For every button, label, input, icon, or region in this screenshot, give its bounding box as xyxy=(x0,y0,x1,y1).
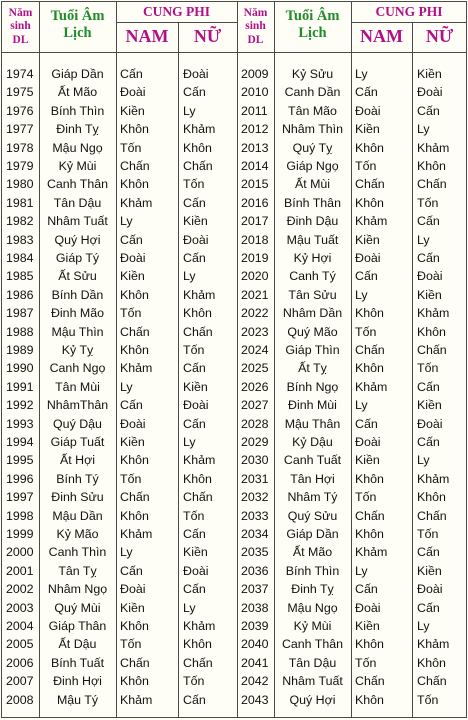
male-cung-cell: Ly xyxy=(355,563,368,578)
female-cung-cell: Đoài xyxy=(417,416,443,431)
lunar-age-cell: Nhâm Ngọ xyxy=(47,582,108,597)
female-cung-cell: Chấn xyxy=(417,674,447,689)
female-cung-cell: Tốn xyxy=(417,361,439,376)
year-header: Năm sinh DL xyxy=(243,7,268,46)
year-cell: 1992 xyxy=(6,398,34,413)
lunar-age-cell: Tân Tỵ xyxy=(58,563,97,578)
female-cung-cell: Khôn xyxy=(417,159,446,173)
lunar-age-cell: Bính Thân xyxy=(284,195,341,210)
year-cell: 2030 xyxy=(241,453,269,468)
female-cung-cell: Khảm xyxy=(183,122,216,137)
male-cung-cell: Cấn xyxy=(120,398,143,413)
female-cung-cell: Chấn xyxy=(183,655,213,670)
year-cell: 2007 xyxy=(6,674,34,689)
male-cung-cell: Cấn xyxy=(120,563,143,578)
female-cung-cell: Kiền xyxy=(183,214,208,229)
female-cung-cell: Kiền xyxy=(183,379,208,394)
female-cung-cell: Cấn xyxy=(417,600,440,615)
male-cung-cell: Khôn xyxy=(120,453,149,468)
column-divider xyxy=(116,2,117,717)
female-cung-cell: Kiền xyxy=(417,398,442,413)
lunar-age-cell: Canh Thìn xyxy=(48,545,107,560)
male-cung-cell: Khôn xyxy=(120,177,149,192)
male-cung-cell: Khôn xyxy=(120,508,149,523)
male-header: NAM xyxy=(360,26,403,46)
male-cung-cell: Khảm xyxy=(120,195,153,210)
female-cung-cell: Ly xyxy=(417,453,430,468)
female-cung-cell: Ly xyxy=(417,619,430,633)
male-cung-cell: Khảm xyxy=(120,692,153,707)
lunar-age-cell: Mậu Thìn xyxy=(51,324,104,339)
female-header: NỮ xyxy=(193,26,222,46)
cung-phi-table xyxy=(1,1,467,718)
female-cung-cell: Cấn xyxy=(183,582,206,597)
male-header: NAM xyxy=(125,26,169,46)
female-cung-cell: Tốn xyxy=(183,343,205,357)
male-cung-cell: Khảm xyxy=(355,379,388,394)
male-cung-cell: Khôn xyxy=(120,122,149,137)
male-cung-cell: Khôn xyxy=(120,287,149,302)
female-cung-cell: Đoài xyxy=(417,582,443,597)
year-cell: 2024 xyxy=(241,343,269,357)
lunar-age-cell: Giáp Tuất xyxy=(50,435,105,449)
lunar-age-cell: Giáp Thìn xyxy=(285,343,340,357)
year-cell: 2020 xyxy=(241,269,269,284)
female-cung-cell: Tốn xyxy=(417,527,439,541)
female-cung-cell: Cấn xyxy=(417,545,440,560)
lunar-age-cell: Mậu Ngọ xyxy=(287,600,338,615)
year-cell: 2022 xyxy=(241,306,269,321)
lunar-age-cell: Quý Tỵ xyxy=(292,140,333,155)
lunar-age-cell: Bính Thìn xyxy=(285,563,340,578)
lunar-age-cell: Mậu Ngọ xyxy=(52,140,103,155)
lunar-age-header: Tuổi Âm Lịch xyxy=(285,8,340,41)
year-cell: 2014 xyxy=(241,159,269,173)
male-cung-cell: Kiền xyxy=(120,435,145,449)
male-cung-cell: Đoài xyxy=(120,251,146,265)
year-cell: 2008 xyxy=(6,692,34,707)
female-cung-cell: Khảm xyxy=(417,471,450,486)
female-cung-cell: Khôn xyxy=(183,637,212,652)
male-cung-cell: Tốn xyxy=(355,159,377,173)
year-cell: 2033 xyxy=(241,508,269,523)
female-cung-cell: Tốn xyxy=(183,674,205,689)
male-cung-cell: Khôn xyxy=(120,343,149,357)
female-cung-cell: Khôn xyxy=(417,655,446,670)
female-cung-cell: Khảm xyxy=(183,287,216,302)
male-cung-cell: Tốn xyxy=(120,306,142,321)
lunar-age-cell: Mậu Tý xyxy=(56,692,99,707)
male-cung-cell: Khôn xyxy=(355,471,384,486)
year-header: Năm sinh DL xyxy=(8,7,33,46)
female-cung-cell: Chấn xyxy=(417,508,447,523)
male-cung-cell: Chấn xyxy=(355,177,385,192)
year-cell: 2018 xyxy=(241,232,269,247)
male-cung-cell: Khảm xyxy=(120,527,153,541)
male-cung-cell: Ly xyxy=(355,287,368,302)
year-cell: 1987 xyxy=(6,306,34,321)
male-cung-cell: Khôn xyxy=(120,674,149,689)
lunar-age-cell: Nhâm Thìn xyxy=(281,122,344,137)
male-cung-cell: Khôn xyxy=(355,527,384,541)
year-cell: 1975 xyxy=(6,85,34,100)
male-cung-cell: Cấn xyxy=(120,232,143,247)
male-cung-cell: Tốn xyxy=(120,637,142,652)
female-cung-cell: Ly xyxy=(183,435,196,449)
year-cell: 1999 xyxy=(6,527,34,541)
male-cung-cell: Chấn xyxy=(120,490,150,505)
year-cell: 2023 xyxy=(241,324,269,339)
male-cung-cell: Ly xyxy=(120,214,133,229)
female-cung-cell: Tốn xyxy=(183,508,205,523)
year-cell: 1989 xyxy=(6,343,34,357)
male-cung-cell: Cấn xyxy=(355,85,378,100)
male-cung-cell: Ly xyxy=(120,545,133,560)
lunar-age-cell: Kỷ Tỵ xyxy=(61,343,94,357)
year-cell: 2038 xyxy=(241,600,269,615)
lunar-age-cell: Tân Mão xyxy=(288,103,337,118)
lunar-age-cell: Canh Tý xyxy=(289,269,336,284)
lunar-age-header: Tuổi Âm Lịch xyxy=(50,8,105,41)
year-cell: 2040 xyxy=(241,637,269,652)
female-cung-cell: Ly xyxy=(417,232,430,247)
lunar-age-cell: Nhâm Tuất xyxy=(47,214,108,229)
year-cell: 2021 xyxy=(241,287,269,302)
year-cell: 2037 xyxy=(241,582,269,597)
female-cung-cell: Kiền xyxy=(417,67,442,81)
female-cung-cell: Cấn xyxy=(417,103,440,118)
female-cung-cell: Cấn xyxy=(417,435,440,449)
male-cung-cell: Ly xyxy=(120,379,133,394)
male-cung-cell: Khôn xyxy=(355,195,384,210)
lunar-age-cell: Bính Thìn xyxy=(50,103,105,118)
year-cell: 1978 xyxy=(6,140,34,155)
lunar-age-cell: Kỷ Mùi xyxy=(293,619,332,633)
male-cung-cell: Cấn xyxy=(120,67,143,81)
year-cell: 2027 xyxy=(241,398,269,413)
year-cell: 1995 xyxy=(6,453,34,468)
female-cung-cell: Đoài xyxy=(183,398,209,413)
female-cung-cell: Khôn xyxy=(417,324,446,339)
year-cell: 2000 xyxy=(6,545,34,560)
female-cung-cell: Khôn xyxy=(417,490,446,505)
lunar-age-cell: Tân Hợi xyxy=(290,471,335,486)
female-cung-cell: Ly xyxy=(183,103,196,118)
female-cung-cell: Tốn xyxy=(417,195,439,210)
year-cell: 2036 xyxy=(241,563,269,578)
male-cung-cell: Khôn xyxy=(355,361,384,376)
year-cell: 2028 xyxy=(241,416,269,431)
female-cung-cell: Khôn xyxy=(183,471,212,486)
male-cung-cell: Kiền xyxy=(355,453,380,468)
female-cung-cell: Kiền xyxy=(417,563,442,578)
lunar-age-cell: Đinh Hợi xyxy=(53,674,102,689)
lunar-age-cell: Tân Sửu xyxy=(288,287,337,302)
lunar-age-cell: Giáp Tý xyxy=(55,251,100,265)
year-cell: 1997 xyxy=(6,490,34,505)
year-cell: 2011 xyxy=(241,103,268,118)
year-cell: 2015 xyxy=(241,177,269,192)
female-cung-cell: Đoài xyxy=(183,67,209,81)
female-cung-cell: Khôn xyxy=(183,140,212,155)
lunar-age-cell: Mậu Tuất xyxy=(286,232,339,247)
year-cell: 2003 xyxy=(6,600,34,615)
male-cung-cell: Khảm xyxy=(355,214,388,229)
year-cell: 1983 xyxy=(6,232,34,247)
lunar-age-cell: Kỷ Mão xyxy=(56,527,99,541)
lunar-age-cell: Bính Dần xyxy=(51,287,104,302)
female-cung-cell: Đoài xyxy=(183,563,209,578)
lunar-age-cell: Canh Thân xyxy=(281,637,344,652)
female-cung-cell: Cấn xyxy=(183,692,206,707)
column-divider xyxy=(237,2,238,717)
male-cung-cell: Chấn xyxy=(120,655,150,670)
year-cell: 2013 xyxy=(241,140,269,155)
male-cung-cell: Chấn xyxy=(355,343,385,357)
female-cung-cell: Khảm xyxy=(417,637,450,652)
male-cung-cell: Tốn xyxy=(355,655,377,670)
male-cung-cell: Tốn xyxy=(120,471,142,486)
female-cung-cell: Cấn xyxy=(183,361,206,376)
male-cung-cell: Khôn xyxy=(355,692,384,707)
lunar-age-cell: Giáp Dần xyxy=(286,527,339,541)
male-cung-cell: Đoài xyxy=(120,582,146,597)
female-cung-cell: Chấn xyxy=(183,159,213,173)
lunar-age-cell: Đinh Dậu xyxy=(286,214,339,229)
female-cung-cell: Đoài xyxy=(417,85,443,100)
lunar-age-cell: NhâmThân xyxy=(46,398,109,413)
lunar-age-cell: Canh Tuất xyxy=(283,453,342,468)
lunar-age-cell: Ất Mùi xyxy=(294,177,331,192)
female-cung-cell: Cấn xyxy=(183,195,206,210)
lunar-age-cell: Ất Tỵ xyxy=(298,361,327,376)
year-cell: 2019 xyxy=(241,251,269,265)
female-cung-cell: Cấn xyxy=(183,416,206,431)
year-cell: 2031 xyxy=(241,471,269,486)
lunar-age-cell: Giáp Ngọ xyxy=(286,159,339,173)
lunar-age-cell: Đinh Mùi xyxy=(288,398,337,413)
male-cung-cell: Kiền xyxy=(355,232,380,247)
year-cell: 2043 xyxy=(241,692,269,707)
lunar-age-cell: Nhâm Tý xyxy=(287,490,338,505)
lunar-age-cell: Bính Ngọ xyxy=(286,379,339,394)
male-cung-cell: Ly xyxy=(355,67,368,81)
year-cell: 2017 xyxy=(241,214,269,229)
lunar-age-cell: Giáp Dần xyxy=(51,67,104,81)
female-cung-cell: Tốn xyxy=(417,692,439,707)
year-cell: 1977 xyxy=(6,122,34,137)
header-bottom-line xyxy=(2,52,466,53)
female-cung-cell: Cấn xyxy=(183,527,206,541)
male-cung-cell: Tốn xyxy=(120,140,142,155)
lunar-age-cell: Bính Tuất xyxy=(50,655,105,670)
male-cung-cell: Tốn xyxy=(355,324,377,339)
year-cell: 2029 xyxy=(241,435,269,449)
lunar-age-cell: Quý Hợi xyxy=(54,232,101,247)
male-cung-cell: Cấn xyxy=(355,582,378,597)
female-cung-cell: Tốn xyxy=(183,177,205,192)
male-cung-cell: Khảm xyxy=(120,361,153,376)
lunar-age-cell: Ất Mão xyxy=(292,545,333,560)
lunar-age-cell: Quý Sửu xyxy=(287,508,338,523)
lunar-age-cell: Ất Mão xyxy=(57,85,98,100)
male-cung-cell: Cấn xyxy=(355,416,378,431)
year-cell: 2035 xyxy=(241,545,269,560)
female-cung-cell: Cấn xyxy=(183,85,206,100)
header-divider xyxy=(116,22,237,23)
lunar-age-cell: Ất Sửu xyxy=(58,269,97,284)
female-cung-cell: Khôn xyxy=(183,306,212,321)
male-cung-cell: Khảm xyxy=(355,545,388,560)
year-cell: 2034 xyxy=(241,527,269,541)
lunar-age-cell: Quý Hợi xyxy=(289,692,336,707)
year-cell: 2009 xyxy=(241,67,269,81)
lunar-age-cell: Tân Dậu xyxy=(53,195,102,210)
male-cung-cell: Tốn xyxy=(355,490,377,505)
year-cell: 2041 xyxy=(241,655,269,670)
male-cung-cell: Ly xyxy=(355,398,368,413)
year-cell: 2025 xyxy=(241,361,269,376)
female-cung-cell: Kiền xyxy=(417,287,442,302)
female-cung-cell: Cấn xyxy=(183,251,206,265)
year-cell: 1998 xyxy=(6,508,34,523)
lunar-age-cell: Quý Mão xyxy=(287,324,338,339)
lunar-age-cell: Kỷ Hợi xyxy=(293,251,332,265)
year-cell: 1993 xyxy=(6,416,34,431)
female-header: NỮ xyxy=(425,26,454,46)
year-cell: 2012 xyxy=(241,122,269,137)
female-cung-cell: Khảm xyxy=(417,140,450,155)
year-cell: 1980 xyxy=(6,177,34,192)
lunar-age-cell: Mậu Dần xyxy=(52,508,103,523)
year-cell: 2032 xyxy=(241,490,269,505)
female-cung-cell: Đoài xyxy=(183,232,209,247)
year-cell: 1985 xyxy=(6,269,34,284)
lunar-age-cell: Canh Ngọ xyxy=(49,361,106,376)
lunar-age-cell: Nhâm Dần xyxy=(282,306,343,321)
year-cell: 1994 xyxy=(6,435,34,449)
cung-phi-header: CUNG PHI xyxy=(375,4,443,19)
female-cung-cell: Ly xyxy=(183,269,196,284)
column-divider xyxy=(351,2,352,717)
male-cung-cell: Kiền xyxy=(120,103,145,118)
lunar-age-cell: Ất Hợi xyxy=(60,453,95,468)
lunar-age-cell: Kỷ Dậu xyxy=(292,435,333,449)
lunar-age-cell: Đinh Sửu xyxy=(51,490,104,505)
year-cell: 1986 xyxy=(6,287,34,302)
column-divider xyxy=(178,22,179,717)
lunar-age-cell: Đinh Tỵ xyxy=(291,582,334,597)
cung-phi-header: CUNG PHI xyxy=(142,4,211,19)
year-cell: 1974 xyxy=(6,67,34,81)
year-cell: 2026 xyxy=(241,379,269,394)
female-cung-cell: Cấn xyxy=(417,214,440,229)
female-cung-cell: Cấn xyxy=(417,379,440,394)
male-cung-cell: Chấn xyxy=(355,674,385,689)
lunar-age-cell: Bính Tý xyxy=(56,471,99,486)
year-cell: 1988 xyxy=(6,324,34,339)
lunar-age-cell: Đinh Mão xyxy=(50,306,105,321)
female-cung-cell: Đoài xyxy=(417,269,443,284)
female-cung-cell: Chấn xyxy=(417,177,447,192)
female-cung-cell: Chấn xyxy=(183,324,213,339)
lunar-age-cell: Giáp Thân xyxy=(48,619,107,633)
year-cell: 2002 xyxy=(6,582,34,597)
year-cell: 1990 xyxy=(6,361,34,376)
lunar-age-cell: Quý Dậu xyxy=(53,416,102,431)
year-cell: 2005 xyxy=(6,637,34,652)
female-cung-cell: Ly xyxy=(183,600,196,615)
female-cung-cell: Cấn xyxy=(417,251,440,265)
lunar-age-cell: Canh Dần xyxy=(284,85,341,100)
year-cell: 1982 xyxy=(6,214,34,229)
male-cung-cell: Đoài xyxy=(355,600,381,615)
year-cell: 2039 xyxy=(241,619,269,633)
male-cung-cell: Khôn xyxy=(355,306,384,321)
year-cell: 2042 xyxy=(241,674,269,689)
male-cung-cell: Kiền xyxy=(355,122,380,137)
female-cung-cell: Chấn xyxy=(183,490,213,505)
female-cung-cell: Ly xyxy=(417,122,430,137)
year-cell: 1996 xyxy=(6,471,34,486)
lunar-age-cell: Mậu Thân xyxy=(284,416,341,431)
male-cung-cell: Kiền xyxy=(355,619,380,633)
lunar-age-cell: Nhâm Tuất xyxy=(282,674,343,689)
lunar-age-cell: Tân Dậu xyxy=(288,655,337,670)
year-cell: 1984 xyxy=(6,251,34,265)
year-cell: 1991 xyxy=(6,379,34,394)
male-cung-cell: Khôn xyxy=(120,619,149,633)
male-cung-cell: Đoài xyxy=(120,85,146,100)
lunar-age-cell: Kỷ Mùi xyxy=(58,159,97,173)
year-cell: 1976 xyxy=(6,103,34,118)
female-cung-cell: Khảm xyxy=(183,453,216,468)
year-cell: 1981 xyxy=(6,195,34,210)
year-cell: 2010 xyxy=(241,85,269,100)
year-cell: 2001 xyxy=(6,563,34,578)
female-cung-cell: Khảm xyxy=(183,619,216,633)
male-cung-cell: Đoài xyxy=(355,103,381,118)
male-cung-cell: Đoài xyxy=(355,251,381,265)
year-cell: 2004 xyxy=(6,619,34,633)
lunar-age-cell: Ất Dậu xyxy=(58,637,97,652)
male-cung-cell: Khôn xyxy=(355,637,384,652)
header-divider xyxy=(351,22,467,23)
lunar-age-cell: Đinh Tỵ xyxy=(56,122,99,137)
male-cung-cell: Đoài xyxy=(120,416,146,431)
lunar-age-cell: Quý Mùi xyxy=(54,600,101,615)
year-cell: 1979 xyxy=(6,159,34,173)
column-divider xyxy=(412,22,413,717)
female-cung-cell: Khảm xyxy=(417,306,450,321)
male-cung-cell: Khôn xyxy=(355,140,384,155)
male-cung-cell: Kiền xyxy=(120,600,145,615)
lunar-age-cell: Tân Mùi xyxy=(55,379,100,394)
male-cung-cell: Cấn xyxy=(355,269,378,284)
female-cung-cell: Chấn xyxy=(417,343,447,357)
year-cell: 2016 xyxy=(241,195,269,210)
female-cung-cell: Kiền xyxy=(183,545,208,560)
male-cung-cell: Đoài xyxy=(355,435,381,449)
year-cell: 2006 xyxy=(6,655,34,670)
lunar-age-cell: Kỷ Sửu xyxy=(291,67,334,81)
male-cung-cell: Chấn xyxy=(120,159,150,173)
male-cung-cell: Kiền xyxy=(120,269,145,284)
lunar-age-cell: Canh Thân xyxy=(46,177,109,192)
male-cung-cell: Chấn xyxy=(355,508,385,523)
male-cung-cell: Chấn xyxy=(120,324,150,339)
